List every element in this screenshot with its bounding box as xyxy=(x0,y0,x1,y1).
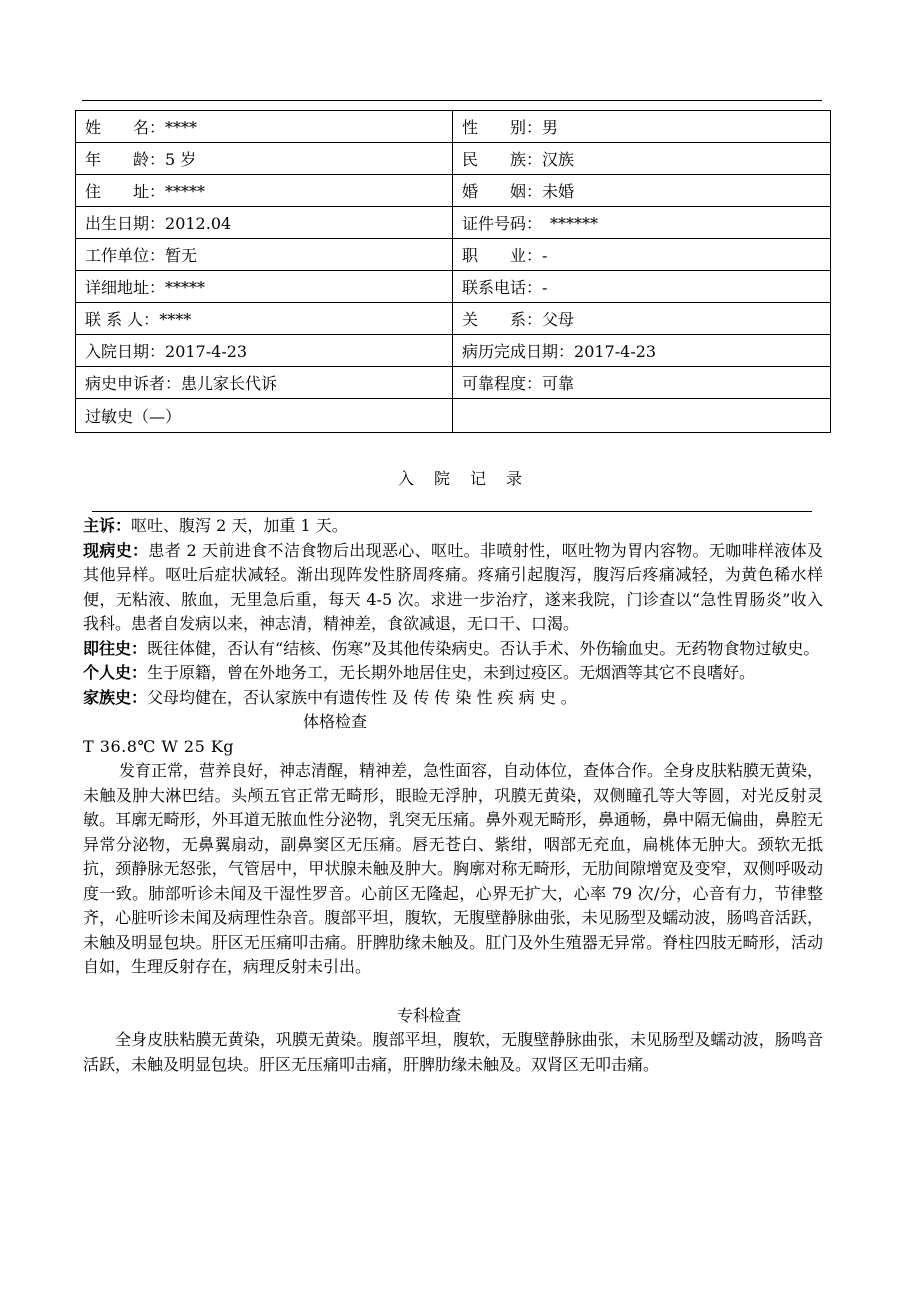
field-label: 性 别： xyxy=(462,118,543,137)
info-cell-left xyxy=(76,271,453,303)
field-value: **** xyxy=(165,118,198,137)
info-row xyxy=(76,175,831,207)
field-label: 职 业： xyxy=(462,246,543,265)
field-label: 民 族： xyxy=(462,150,543,169)
field-value: 暂无 xyxy=(165,246,198,265)
field-label: 姓 名： xyxy=(85,118,166,137)
field-label: 联系电话： xyxy=(462,278,543,297)
family-history-text: 父母均健在，否认家族中有遗传性 及 传 传 染 性 疾 病 史 。 xyxy=(147,687,577,707)
info-cell-left xyxy=(76,239,453,271)
info-cell-right xyxy=(453,335,831,367)
info-cell-left xyxy=(76,367,453,399)
family-history xyxy=(83,686,823,711)
info-cell-right xyxy=(453,367,831,399)
info-row xyxy=(76,335,831,367)
past-history xyxy=(83,637,823,662)
info-cell-left xyxy=(76,303,453,335)
field-value: 5 岁 xyxy=(165,150,197,169)
field-value: 可靠 xyxy=(542,374,575,393)
info-row xyxy=(76,143,831,175)
field-label: 联 系 人： xyxy=(85,310,160,329)
info-cell-right xyxy=(453,271,831,303)
info-cell-left xyxy=(76,143,453,175)
info-cell-right xyxy=(453,207,831,239)
record-body xyxy=(83,514,823,1077)
field-value: 父母 xyxy=(542,310,575,329)
field-value: **** xyxy=(159,310,192,329)
field-label: 出生日期： xyxy=(85,214,166,233)
info-cell-right xyxy=(453,175,831,207)
past-history-label: 即往史： xyxy=(83,638,148,658)
info-cell-right xyxy=(453,239,831,271)
title-divider xyxy=(92,511,812,512)
physical-exam-text: 发育正常，营养良好，神志清醒，精神差，急性面容，自动体位，查体合作。全身皮肤粘膜无黄染，未触及肿大淋巴结。头颅五官正常无畸形，眼睑无浮肿，巩膜无黄染，双侧瞳孔等大等圆，对光反射灵敏。耳廓无畸形，外耳道无脓血性分泌物，乳突无压痛。鼻外观无畸形，鼻通畅，鼻中隔无偏曲，鼻腔无异常分泌物，无鼻翼扇动，副鼻窦区无压痛。唇无苍白、紫绀，咽部无充血，扁桃体无肿大。颈软无抵抗，颈静脉无怒张，气管居中，甲状腺未触及肿大。胸廓对称无畸形，无肋间隙增宽及变窄，双侧呼吸动度一致。肺部听诊未闻及干湿性罗音。心前区无隆起，心界无扩大，心率 79 次/分，心音有力，节律整齐，心脏听诊未闻及病理性杂音。腹部平坦，腹软，无腹壁静脉曲张，未见肠型及蠕动波，肠鸣音活跃，未触及明显包块。肝区无压痛叩击痛。肝脾肋缘未触及。肛门及外生殖器无异常。脊柱四肢无畸形，活动自如，生理反射存在，病理反射未引出。 xyxy=(83,761,824,976)
info-row xyxy=(76,367,831,399)
info-cell-right xyxy=(453,399,831,433)
field-value: 2012.04 xyxy=(165,214,232,233)
field-label: 工作单位： xyxy=(85,246,166,265)
info-cell-right xyxy=(453,111,831,143)
present-illness-label: 现病史： xyxy=(83,540,149,560)
field-label: 可靠程度： xyxy=(462,374,543,393)
personal-history-label: 个人史： xyxy=(83,663,148,682)
field-value: 汉族 xyxy=(542,150,575,169)
info-row xyxy=(76,207,831,239)
field-label: 过敏史（—） xyxy=(85,407,182,426)
present-illness-text: 患者 2 天前进食不洁食物后出现恶心、呕吐。非喷射性，呕吐物为胃内容物。无咖啡样液体及其他异样。呕吐后症状减轻。渐出现阵发性脐周疼痛。疼痛引起腹泻，腹泻后疼痛减轻，为黄色稀水样便，无粘液、脓血，无里急后重，每天 4-5 次。求进一步治疗，遂来我院，门诊查以“急性胃肠炎”收入我科。患者自发病以来，神志清，精神差，食欲减退，无口干、口渴。 xyxy=(83,540,823,633)
info-cell-right xyxy=(453,143,831,175)
field-value: ****** xyxy=(534,214,599,233)
family-history-label: 家族史： xyxy=(83,687,148,707)
field-label: 婚 姻： xyxy=(462,182,543,201)
physical-exam-heading: 体格检查 xyxy=(303,712,368,731)
vitals: T 36.8℃ W 25 Kg xyxy=(83,736,235,756)
personal-history xyxy=(83,661,823,686)
info-row xyxy=(76,271,831,303)
chief-complaint-text: 呕吐、腹泻 2 天，加重 1 天。 xyxy=(131,516,348,535)
info-cell-left xyxy=(76,399,453,433)
field-value: 未婚 xyxy=(542,182,575,201)
field-value: 2017-4-23 xyxy=(165,342,248,361)
info-cell-left xyxy=(76,175,453,207)
chief-complaint xyxy=(83,514,823,539)
field-label: 证件号码： xyxy=(462,214,535,233)
specialty-exam-heading: 专科检查 xyxy=(397,1005,462,1025)
present-illness xyxy=(83,539,823,637)
field-value: - xyxy=(542,278,548,297)
info-row xyxy=(76,399,831,433)
record-title: 入院记录 xyxy=(397,469,542,488)
field-value: 男 xyxy=(542,118,559,137)
info-cell-left xyxy=(76,207,453,239)
field-label: 病史申诉者： xyxy=(85,374,182,393)
personal-history-text: 生于原籍，曾在外地务工，无长期外地居住史，未到过疫区。无烟酒等其它不良嗜好。 xyxy=(147,663,756,682)
info-row xyxy=(76,239,831,271)
past-history-text: 既往体健，否认有“结核、伤寒”及其他传染病史。否认手术、外伤输血史。无药物食物过敏史。 xyxy=(147,638,820,658)
field-label: 住 址： xyxy=(85,182,166,201)
patient-info-table xyxy=(75,110,831,433)
info-cell-right xyxy=(453,303,831,335)
info-row xyxy=(76,111,831,143)
field-label: 病历完成日期： xyxy=(462,342,575,361)
field-value: ***** xyxy=(165,182,206,201)
field-value: 2017-4-23 xyxy=(574,342,657,361)
field-label: 年 龄： xyxy=(85,150,166,169)
info-cell-left xyxy=(76,335,453,367)
field-label: 入院日期： xyxy=(85,342,166,361)
chief-complaint-label: 主诉： xyxy=(83,516,132,535)
field-value: ***** xyxy=(165,278,206,297)
field-value: - xyxy=(542,246,548,265)
field-label: 详细地址： xyxy=(85,278,166,297)
specialty-exam-text: 全身皮肤粘膜无黄染，巩膜无黄染。腹部平坦，腹软，无腹壁静脉曲张，未见肠型及蠕动波，肠鸣音活跃，未触及明显包块。肝区无压痛叩击痛，肝脾肋缘未触及。双肾区无叩击痛。 xyxy=(83,1030,823,1074)
info-row xyxy=(76,303,831,335)
field-value: 患儿家长代诉 xyxy=(181,374,278,393)
info-cell-left xyxy=(76,111,453,143)
top-divider xyxy=(82,100,822,101)
field-label: 关 系： xyxy=(462,310,543,329)
